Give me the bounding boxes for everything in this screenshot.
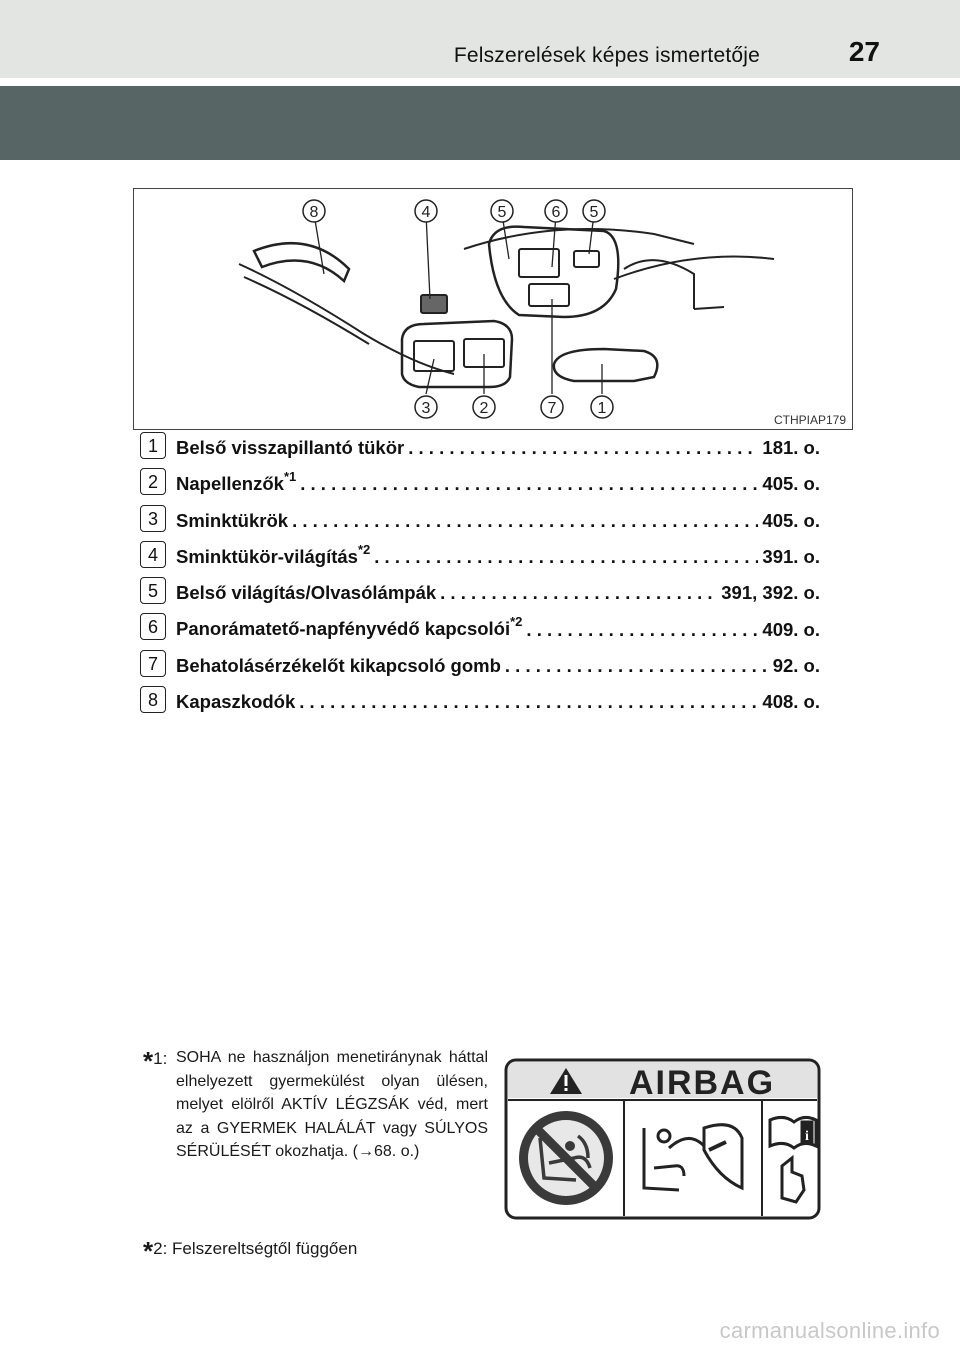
item-label: Sminktükrök <box>176 509 289 531</box>
item-page-ref[interactable]: 391, 392. o. <box>721 582 820 604</box>
item-page-ref[interactable]: 405. o. <box>762 509 820 531</box>
airbag-title: AIRBAG <box>628 1064 776 1102</box>
item-page-ref[interactable]: 181. o. <box>762 437 820 459</box>
item-page-ref[interactable]: 405. o. <box>762 473 820 495</box>
item-page-ref[interactable]: 391. o. <box>762 546 820 568</box>
no-rear-facing-seat-icon <box>519 1111 613 1205</box>
item-page-ref[interactable]: 408. o. <box>762 691 820 713</box>
callout-label: 5 <box>497 204 507 221</box>
list-item <box>140 432 820 468</box>
svg-text:i: i <box>805 1129 809 1144</box>
callout-label: 8 <box>309 204 319 221</box>
callout-label: 2 <box>479 400 489 417</box>
item-number: 3 <box>140 505 166 532</box>
footnote-text: Felszereltségtől függően <box>172 1239 358 1258</box>
item-number: 4 <box>140 541 166 568</box>
dot-leader <box>505 655 769 677</box>
footnote-marker: 1: <box>153 1049 168 1068</box>
item-page-ref[interactable]: 92. o. <box>772 654 820 676</box>
list-item <box>140 686 820 722</box>
dot-leader <box>440 582 717 604</box>
footnote-marker: 2: <box>153 1239 168 1258</box>
item-number: 5 <box>140 577 166 604</box>
list-item <box>140 650 820 686</box>
footnote-1: *1: SOHA ne használjon menetiránynak háttal elhelyezett gyermekülést olyan ülésen, melyet elölről AKTÍV LÉGZSÁK véd, mert az a GYERMEK HALÁLÁT vagy SÚLYOS SÉRÜLÉSÉT okozhatja. (→68. o.) <box>143 1046 488 1164</box>
item-label: Belső visszapillantó tükör <box>176 437 405 459</box>
item-page-ref[interactable]: 409. o. <box>762 618 820 640</box>
item-label: Sminktükör-világítás$^{*2}$ <box>176 541 371 568</box>
ceiling-drawing <box>134 189 852 429</box>
figure-callouts <box>303 200 613 418</box>
dot-leader <box>300 473 758 495</box>
item-number: 2 <box>140 468 166 495</box>
item-label: Kapaszkodók <box>176 691 296 713</box>
item-label: Behatolásérzékelőt kikapcsoló gomb <box>176 654 501 676</box>
list-item <box>140 468 820 504</box>
watermark: carmanualsonline.info <box>719 1318 940 1343</box>
list-item <box>140 541 820 577</box>
callout-label: 4 <box>421 204 431 221</box>
dot-leader <box>374 546 758 568</box>
list-item <box>140 613 820 649</box>
callout-label: 1 <box>597 400 607 417</box>
airbag-warning-label <box>504 1058 821 1220</box>
item-number: 8 <box>140 686 166 713</box>
list-item <box>140 577 820 613</box>
item-number: 7 <box>140 650 166 677</box>
callout-label: 6 <box>551 204 561 221</box>
dot-leader <box>526 619 758 641</box>
footnote-text: SOHA ne használjon menetiránynak háttal elhelyezett gyermekülést olyan ülésen, melyet elölről AKTÍV LÉGZSÁK véd, mert az a GYERMEK HALÁLÁT vagy SÚLYOS SÉRÜLÉSÉT okozhatja. (→68. o.) <box>176 1049 488 1160</box>
item-label: Belső világítás/Olvasólámpák <box>176 582 437 604</box>
component-list <box>140 432 820 722</box>
chapter-band <box>0 86 960 160</box>
item-label: Napellenzők$^{*1}$ <box>176 469 297 495</box>
dot-leader <box>292 510 758 532</box>
callout-label: 5 <box>589 204 599 221</box>
item-number: 6 <box>140 613 166 640</box>
interior-ceiling-illustration <box>133 188 853 430</box>
dot-leader <box>299 691 758 713</box>
callout-label: 3 <box>421 400 431 417</box>
item-label: Panorámatető-napfényvédő kapcsolói$^{*2}$ <box>176 614 523 640</box>
callout-label: 7 <box>547 400 557 417</box>
section-title: Felszerelések képes ismertetője <box>453 44 760 67</box>
list-item <box>140 505 820 541</box>
footnote-2: *2: Felszereltségtől függően <box>143 1236 358 1266</box>
dot-leader <box>408 437 758 459</box>
figure-code: CTHPIAP179 <box>773 413 846 427</box>
page-number: 27 <box>848 36 880 67</box>
item-number: 1 <box>140 432 166 459</box>
